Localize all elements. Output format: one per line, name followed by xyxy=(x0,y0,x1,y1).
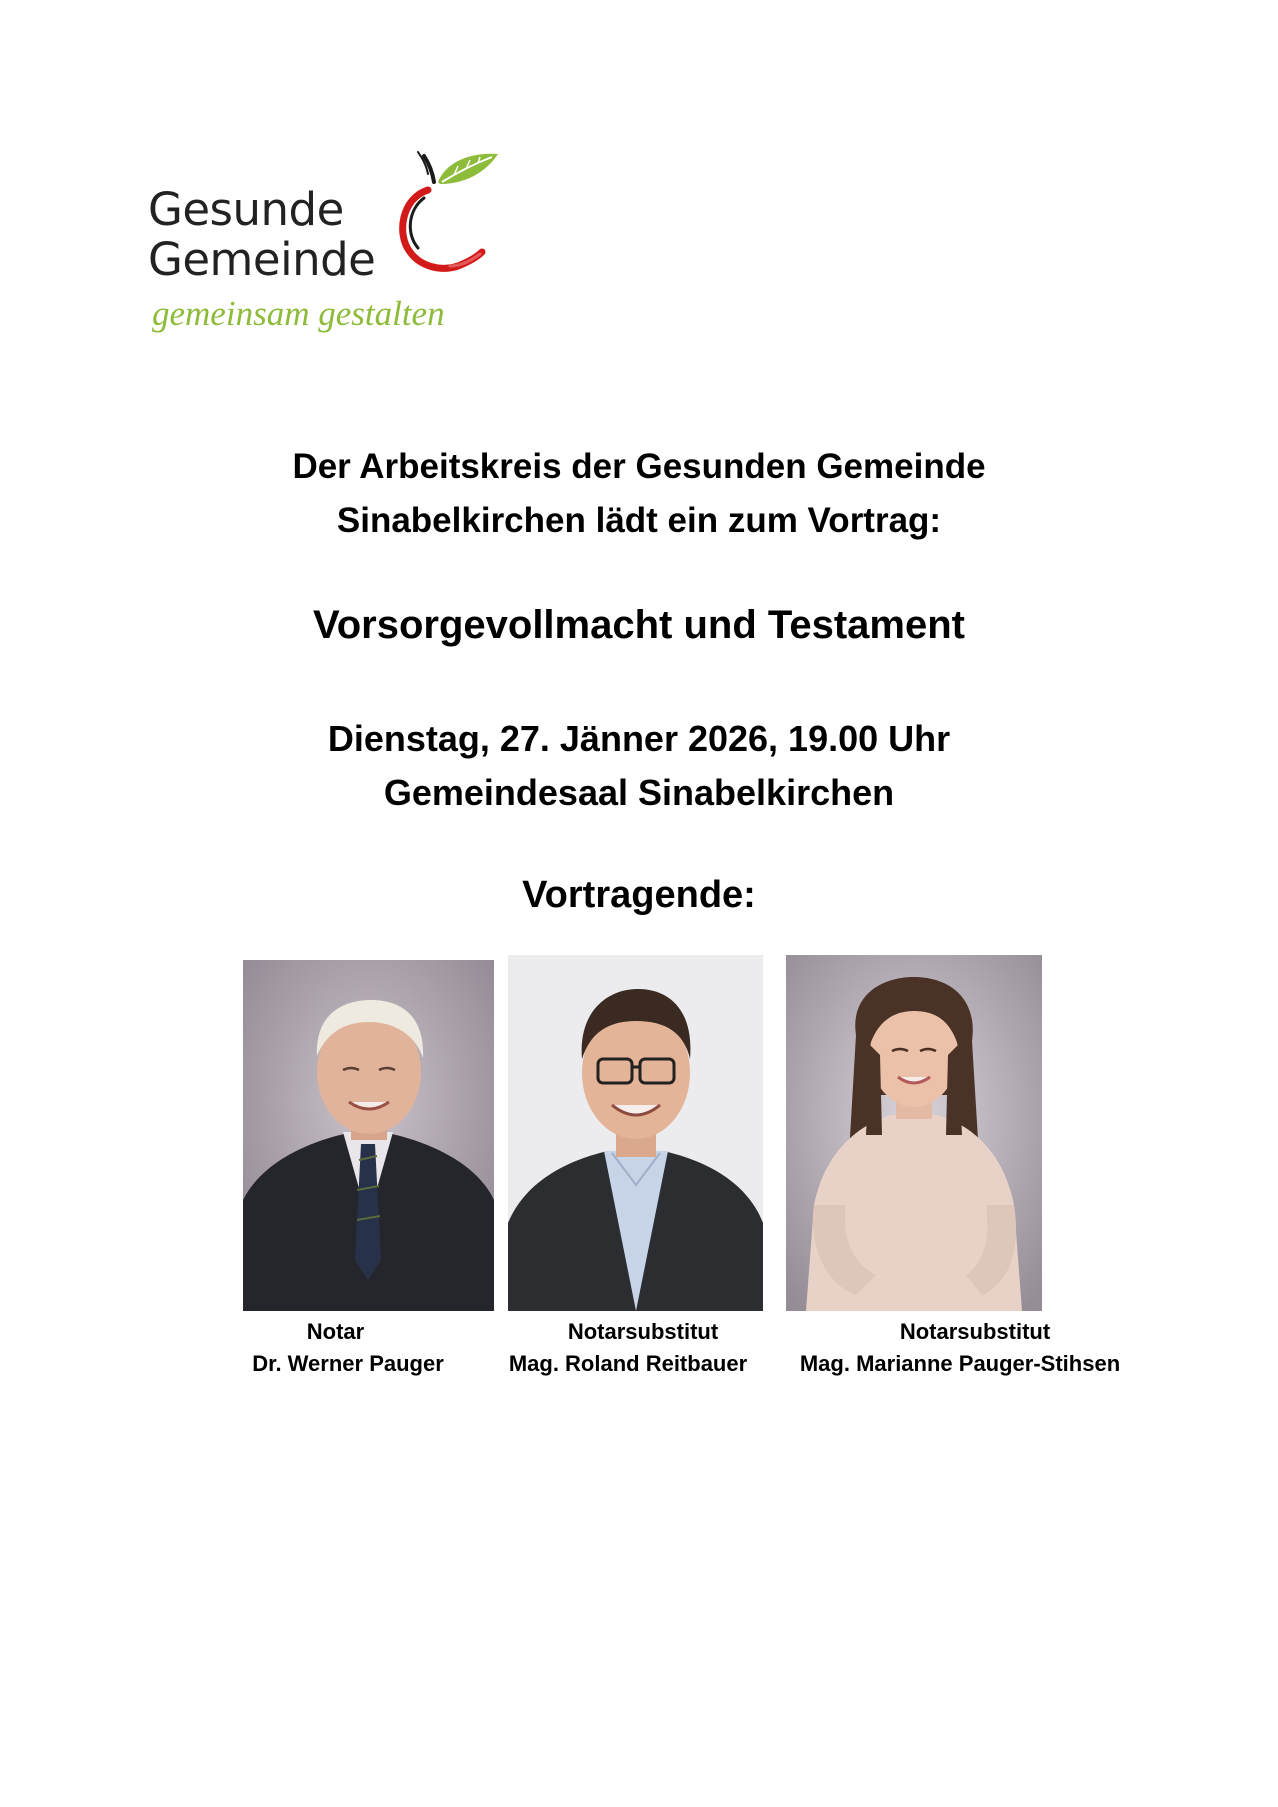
topic-title: Vorsorgevollmacht und Testament xyxy=(313,603,965,647)
invitation-line-2: Sinabelkirchen lädt ein zum Vortrag: xyxy=(336,501,942,540)
invitation-line-1: Der Arbeitskreis der Gesunden Gemeinde xyxy=(292,447,986,486)
speaker-role-2: Notarsubstitut xyxy=(567,1319,719,1344)
invitation-text xyxy=(0,440,1278,548)
logo-word-gemeinde: Gemeinde xyxy=(148,233,376,286)
event-details xyxy=(0,712,1278,820)
speaker-role-3: Notarsubstitut xyxy=(899,1319,1051,1344)
speaker-portrait-2 xyxy=(508,955,763,1311)
logo-word-gesunde: Gesunde xyxy=(148,183,344,236)
logo xyxy=(148,148,508,338)
speaker-caption-2 xyxy=(478,1316,778,1380)
speaker-name-1: Dr. Werner Pauger xyxy=(252,1351,444,1376)
speaker-caption-1 xyxy=(198,1316,498,1380)
speaker-name-2: Mag. Roland Reitbauer xyxy=(508,1351,748,1376)
apple-icon xyxy=(388,148,503,278)
event-datetime: Dienstag, 27. Jänner 2026, 19.00 Uhr xyxy=(327,718,951,759)
speaker-portrait-1 xyxy=(243,960,494,1311)
speakers-heading: Vortragende: xyxy=(522,874,756,916)
logo-tagline: gemeinsam gestalten xyxy=(152,294,445,333)
speaker-role-1: Notar xyxy=(306,1319,365,1344)
speaker-caption-3 xyxy=(780,1316,1140,1380)
speaker-name-3: Mag. Marianne Pauger-Stihsen xyxy=(799,1351,1121,1376)
speaker-portrait-3 xyxy=(786,955,1042,1311)
event-location: Gemeindesaal Sinabelkirchen xyxy=(383,772,895,813)
